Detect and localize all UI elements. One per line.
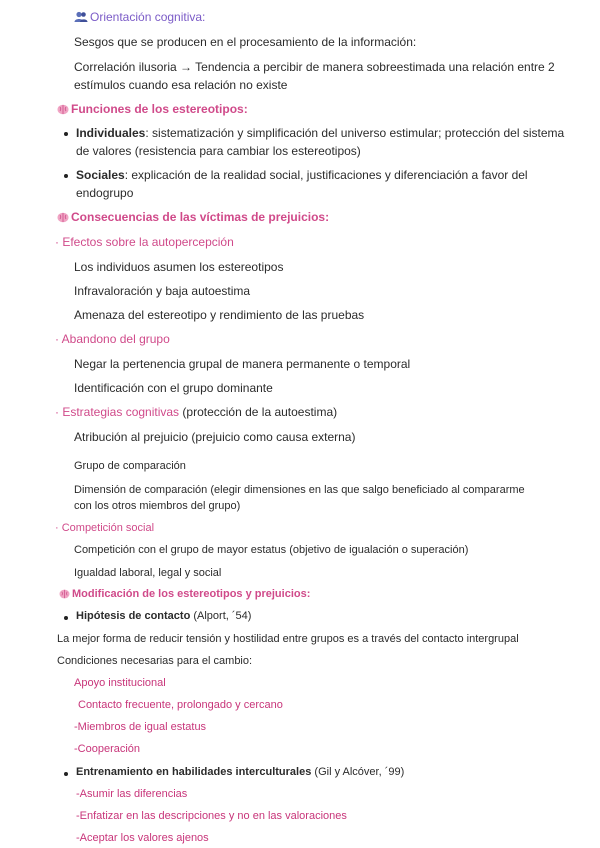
- habilidad-item: -Enfatizar en las descripciones y no en las valoraciones: [76, 810, 347, 822]
- hipotesis-contacto: Hipótesis de contacto (Alport, ´54): [76, 610, 252, 622]
- contacto-paragraph: La mejor forma de reducir tensión y hostilidad entre grupos es a través del contacto intergrupal: [57, 633, 519, 645]
- subheading-estrategias: · Estrategias cognitivas (protección de la autoestima): [55, 405, 338, 419]
- subheading-autopercepcion: · Efectos sobre la autopercepción: [55, 235, 234, 249]
- correlacion-text-1: Correlación ilusoria → Tendencia a percibir de manera sobreestimada una relación entre 2: [74, 60, 555, 74]
- list-item: Amenaza del estereotipo y rendimiento de las pruebas: [74, 308, 365, 322]
- people-icon: [74, 11, 88, 27]
- section-orientacion-title: Orientación cognitiva:: [74, 9, 205, 27]
- brain-icon: [57, 103, 69, 119]
- list-item: Dimensión de comparación (elegir dimensiones en las que salgo beneficiado al compararme: [74, 484, 525, 496]
- list-item: Los individuos asumen los estereotipos: [74, 260, 284, 274]
- condicion-item: Apoyo institucional: [74, 677, 166, 689]
- sesgos-text: Sesgos que se producen en el procesamiento de la información:: [74, 35, 417, 49]
- condicion-item: Contacto frecuente, prolongado y cercano: [78, 699, 283, 711]
- bullet-dot: [64, 174, 68, 178]
- section-consecuencias-title: Consecuencias de las víctimas de prejuicios:: [57, 209, 329, 227]
- funcion-sociales: Sociales: explicación de la realidad social, justificaciones y diferenciación a favor del: [76, 168, 528, 182]
- subheading-abandono: · Abandono del grupo: [55, 332, 170, 346]
- funcion-individuales: Individuales: sistematización y simplificación del universo estimular; protección del sistema: [76, 126, 565, 140]
- habilidad-item: -Aceptar los valores ajenos: [76, 832, 209, 844]
- list-item: Infravaloración y baja autoestima: [74, 284, 251, 298]
- subheading-competicion: · Competición social: [55, 522, 155, 534]
- list-item: Negar la pertenencia grupal de manera permanente o temporal: [74, 357, 411, 371]
- section-modificacion-title: Modificación de los estereotipos y prejuicios:: [59, 586, 310, 604]
- funcion-sociales-cont: endogrupo: [76, 186, 134, 200]
- brain-icon: [59, 588, 70, 604]
- habilidad-item: -Asumir las diferencias: [76, 788, 188, 800]
- section-funciones-title: Funciones de los estereotipos:: [57, 101, 248, 119]
- funcion-individuales-cont: de valores (resistencia para cambiar los estereotipos): [76, 144, 361, 158]
- list-item: Grupo de comparación: [74, 460, 186, 472]
- list-item: Igualdad laboral, legal y social: [74, 567, 222, 579]
- bullet-dot: [64, 772, 68, 776]
- list-item: Identificación con el grupo dominante: [74, 381, 273, 395]
- bullet-dot: [64, 616, 68, 620]
- condiciones-paragraph: Condiciones necesarias para el cambio:: [57, 655, 253, 667]
- entrenamiento-habilidades: Entrenamiento en habilidades interculturales (Gil y Alcóver, ´99): [76, 766, 405, 778]
- bullet-dot: [64, 132, 68, 136]
- list-item: Atribución al prejuicio (prejuicio como causa externa): [74, 430, 356, 444]
- brain-icon: [57, 211, 69, 227]
- condicion-item: -Cooperación: [74, 743, 141, 755]
- list-item-cont: con los otros miembros del grupo): [74, 500, 241, 512]
- correlacion-text-2: estímulos cuando esa relación no existe: [74, 78, 288, 92]
- list-item: Competición con el grupo de mayor estatus (objetivo de igualación o superación): [74, 544, 469, 556]
- condicion-item: -Miembros de igual estatus: [74, 721, 207, 733]
